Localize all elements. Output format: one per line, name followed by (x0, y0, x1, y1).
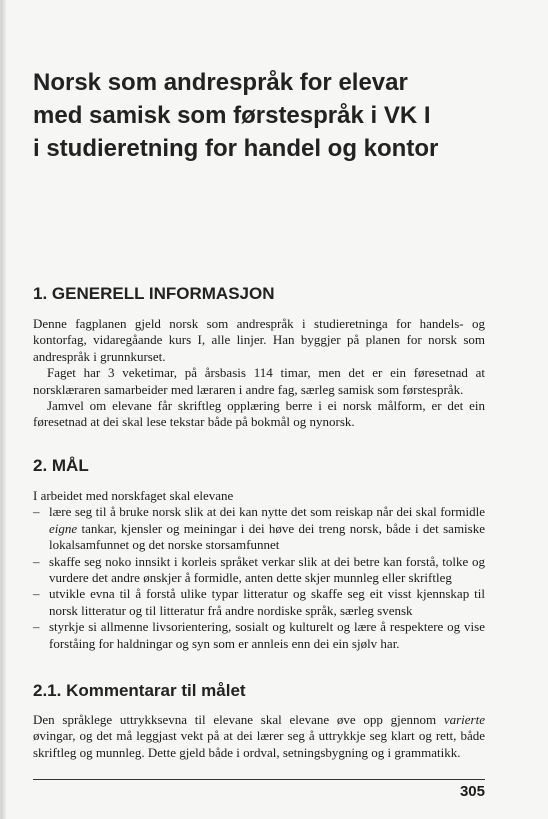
title-line-3: i studieretning for handel og kontor (33, 135, 439, 162)
section-1-heading: 1. GENERELL INFORMASJON (33, 284, 275, 303)
goal-list (33, 504, 485, 652)
title-line-1: Norsk som andrespråk for elevar (33, 69, 408, 96)
section-2-1-paragraph: Den språklege uttrykksevna til elevane skal elevane øve opp gjennom varierte øvingar, og det må leggjast vekt på at dei lærer seg å uttrykkje seg klart og rett, både skriftleg og munnleg. Dette gjeld både i ordval, setningsbygning og i grammatikk. (33, 712, 485, 760)
section-2-1-heading: 2.1. Kommentarar til målet (33, 681, 246, 700)
section-1-paragraph-1: Denne fagplanen gjeld norsk som andrespråk i studieretninga for handels- og kontorfag, vidaregåande kurs I, alle linjer. Han byggjer på planen for norsk som andrespråk i grunnkurset. (33, 316, 485, 364)
goal-list-item: – styrkje si allmenne livsorientering, sosialt og kulturelt og lære å respektere og vise forståing for haldningar og syn som er annleis enn dei ein sjølv har. (33, 619, 485, 652)
footer-rule (33, 779, 485, 780)
section-2-heading: 2. MÅL (33, 456, 89, 475)
goal-list-item: – skaffe seg noko innsikt i korleis språket verkar slik at dei betre kan forstå, tolke og vurdere det andre ønskjer å formidle, anten dette skjer munnleg eller skriftleg (33, 554, 485, 587)
section-2-1-body (33, 712, 485, 761)
section-1-paragraph-2: Faget har 3 veketimar, på årsbasis 114 timar, men det er ein føresetnad at norsklæraren samarbeider med læraren i andre fag, særleg samisk som førstespråk. (33, 365, 485, 397)
section-2-intro: I arbeidet med norskfaget skal elevane (33, 488, 234, 503)
section-1-body (33, 316, 485, 431)
page-edge-shadow (1, 0, 7, 819)
goal-list-item: – utvikle evna til å forstå ulike typar litteratur og skaffe seg eit visst kjennskap til norsk litteratur og til litteratur frå andre nordiske språk, særleg svensk (33, 586, 485, 619)
page-number: 305 (459, 783, 485, 800)
title-line-2: med samisk som førstespråk i VK I (33, 102, 431, 129)
section-1-paragraph-3: Jamvel om elevane får skriftleg opplæring berre i ei norsk målform, er det ein føresetnad at dei skal lese tekstar både på bokmål og nynorsk. (33, 398, 485, 430)
page-title (33, 66, 503, 165)
goal-list-item: – lære seg til å bruke norsk slik at dei kan nytte det som reiskap når dei skal formidle eigne tankar, kjensler og meiningar i dei høve dei treng norsk, både i det samiske lokalsamfunnet og det norske storsamfunnet (33, 504, 485, 553)
section-2-body (33, 488, 485, 652)
